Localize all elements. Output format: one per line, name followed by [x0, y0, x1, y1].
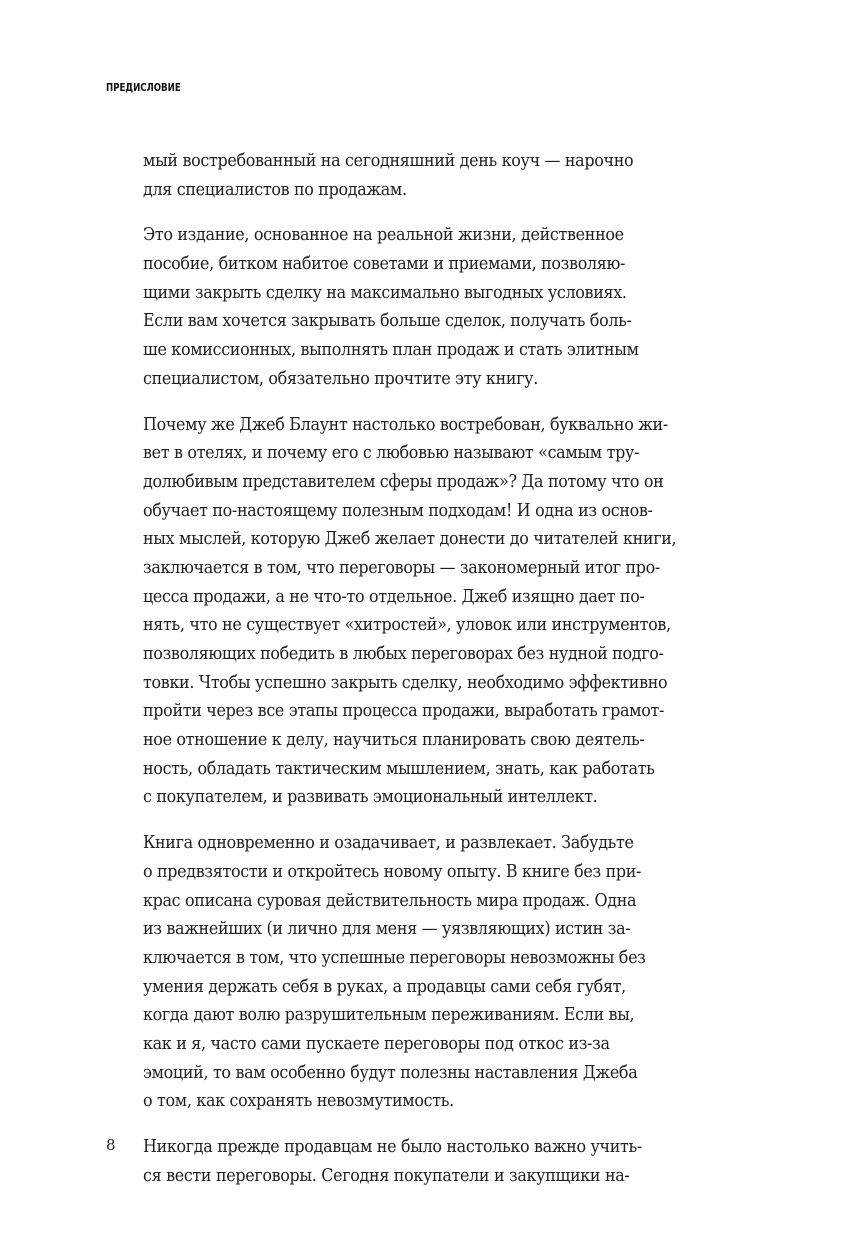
text-line: Никогда прежде продавцам не было настолько важно учить-	[143, 1137, 642, 1157]
text-line: ных мыслей, которую Джеб желает донести до читателей книги,	[143, 529, 677, 550]
text-line: нять, что не существует «хитростей», уловок или инструментов,	[143, 615, 671, 636]
text-line: ность, обладать тактическим мышлением, знать, как работать	[143, 758, 655, 779]
text-line: Если вам хочется закрывать больше сделок, получать боль-	[143, 311, 632, 332]
body-text	[143, 147, 743, 1207]
text-line: мый востребованный на сегодняшний день коуч — нарочно	[143, 151, 634, 171]
text-line: вет в отелях, и почему его с любовью называют «самым тру-	[143, 443, 640, 464]
text-line: пособие, битком набитое советами и приемами, позволяю-	[143, 254, 626, 275]
paragraph	[143, 1133, 683, 1190]
text-line: обучает по-настоящему полезным подходам! И одна из основ-	[143, 500, 653, 521]
text-line: ное отношение к делу, научиться планировать свою деятель-	[143, 730, 645, 751]
text-line: о том, как сохранять невозмутимость.	[143, 1091, 454, 1112]
running-header: ПРЕДИСЛОВИЕ	[106, 82, 181, 94]
text-line: позволяющих победить в любых переговорах без нудной подго-	[143, 644, 664, 664]
text-line: заключается в том, что переговоры — закономерный итог про-	[143, 557, 660, 578]
text-line: специалистом, обязательно прочтите эту книгу.	[143, 368, 538, 389]
text-line: эмоций, то вам особенно будут полезны наставления Джеба	[143, 1062, 638, 1083]
text-line: крас описана суровая действительность мира продаж. Одна	[143, 890, 637, 911]
text-line: пройти через все этапы процесса продажи, выработать грамот-	[143, 701, 665, 722]
text-line: щими закрыть сделку на максимально выгодных условиях.	[143, 282, 627, 303]
text-line: ше комиссионных, выполнять план продаж и стать элитным	[143, 340, 639, 361]
text-line: из важнейших (и лично для меня — уязвляющих) истин за-	[143, 919, 631, 940]
text-line: ключается в том, что успешные переговоры невозможны без	[143, 947, 646, 968]
text-line: цесса продажи, а не что-то отдельное. Джеб изящно дает по-	[143, 586, 645, 607]
text-line: Книга одновременно и озадачивает, и развлекает. Забудьте	[143, 833, 634, 854]
text-line: Это издание, основанное на реальной жизни, действенное	[143, 225, 624, 246]
text-line: для специалистов по продажам.	[143, 179, 407, 200]
page-number: 8	[106, 1136, 116, 1154]
paragraph	[143, 147, 683, 204]
text-line: с покупателем, и развивать эмоциональный интеллект.	[143, 787, 598, 808]
text-line: ся вести переговоры. Сегодня покупатели и закупщики на-	[143, 1165, 630, 1186]
text-line: как и я, часто сами пускаете переговоры под откос из-за	[143, 1033, 610, 1054]
text-line: когда дают волю разрушительным переживаниям. Если вы,	[143, 1005, 635, 1026]
paragraph	[143, 411, 683, 813]
text-line: Почему же Джеб Блаунт настолько востребован, буквально жи-	[143, 414, 668, 435]
text-line: долюбивым представителем сферы продаж»? Да потому что он	[143, 471, 664, 492]
text-line: товки. Чтобы успешно закрыть сделку, необходимо эффективно	[143, 672, 668, 693]
text-line: умения держать себя в руках, а продавцы сами себя губят,	[143, 976, 626, 997]
text-line: о предвзятости и откройтесь новому опыту. В книге без при-	[143, 861, 642, 882]
paragraph	[143, 221, 683, 393]
paragraph	[143, 829, 683, 1116]
